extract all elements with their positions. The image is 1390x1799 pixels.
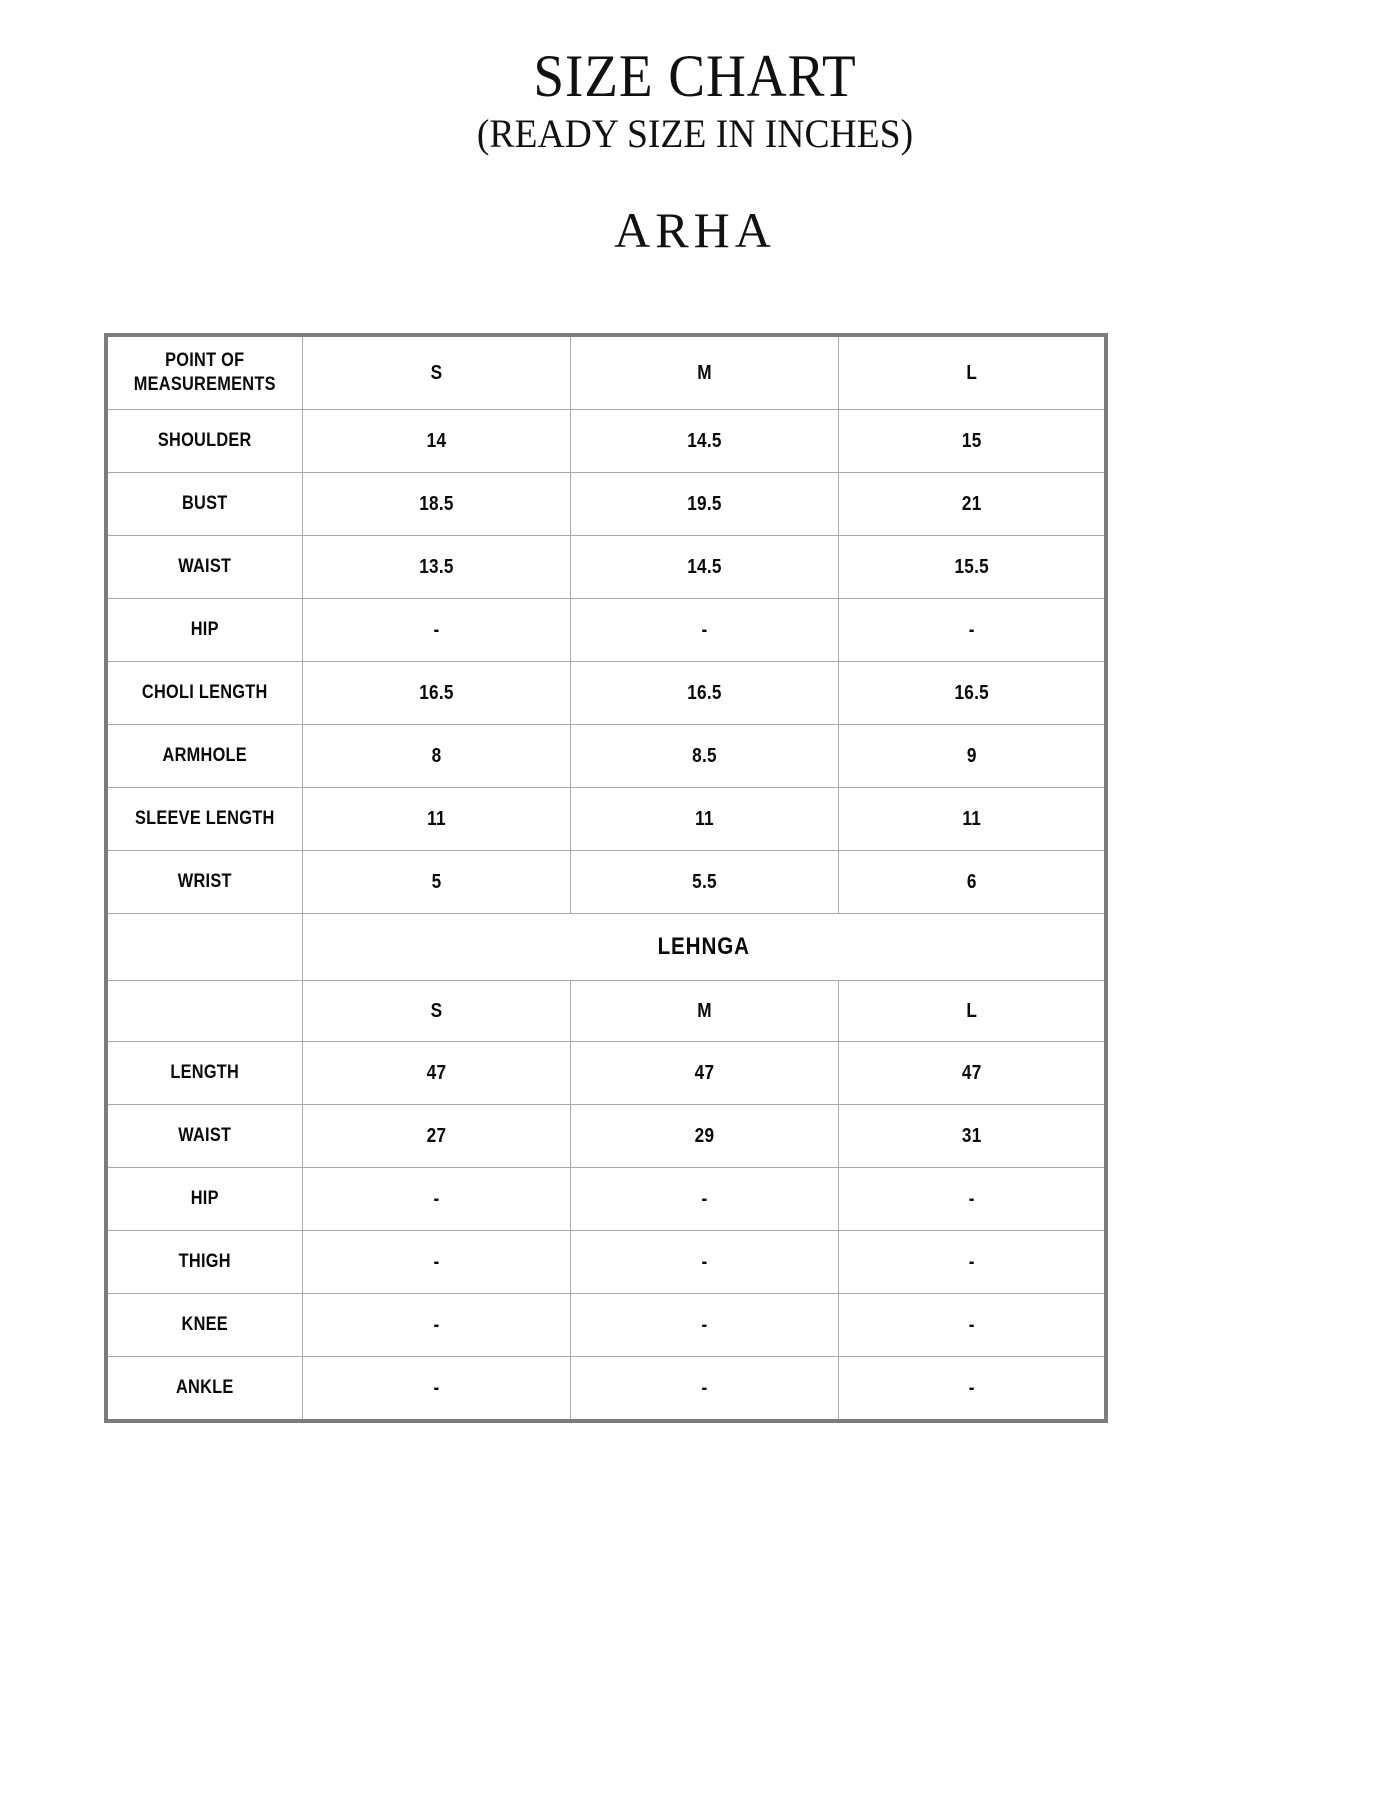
cell-choli-2-1 [570,536,838,599]
cell-lehnga-5-1-text: - [701,1376,707,1399]
lehnga-section-title [302,914,1106,981]
cell-lehnga-3-0 [302,1231,570,1294]
cell-choli-7-2 [838,851,1106,914]
cell-lehnga-4-2-text: - [968,1313,975,1336]
cell-choli-2-0-text: 13.5 [418,555,454,578]
cell-choli-3-1-text: - [701,618,707,641]
cell-choli-4-0-text: 16.5 [418,681,454,704]
cell-choli-0-0-text: 14 [426,429,446,452]
row-label-choli-3-text: HIP [190,619,219,640]
lehnga-header-blank-label [106,981,302,1042]
cell-choli-2-1-text: 14.5 [686,555,722,578]
heading-block [0,0,1390,258]
cell-lehnga-3-2 [838,1231,1106,1294]
size-chart-table [104,333,1108,1423]
cell-lehnga-0-2 [838,1042,1106,1105]
table-row [106,536,1106,599]
cell-lehnga-4-0 [302,1294,570,1357]
header-size-2 [838,335,1106,410]
row-label-choli-2-text: WAIST [178,556,232,577]
cell-choli-4-1 [570,662,838,725]
lehnga-header-size-2 [838,981,1106,1042]
cell-choli-1-1-text: 19.5 [686,492,722,515]
row-label-lehnga-3-text: THIGH [178,1251,231,1272]
row-label-choli-4 [106,662,302,725]
row-label-lehnga-3 [106,1231,302,1294]
cell-choli-1-0-text: 18.5 [418,492,454,515]
brand-name: ARHA [614,201,776,258]
cell-lehnga-1-2 [838,1105,1106,1168]
page-title: SIZE CHART [533,43,857,109]
row-label-lehnga-2-text: HIP [190,1188,219,1209]
cell-lehnga-4-0-text: - [433,1313,439,1336]
cell-choli-0-1 [570,410,838,473]
cell-lehnga-2-2-text: - [968,1187,975,1210]
table-row [106,725,1106,788]
cell-lehnga-2-0-text: - [433,1187,439,1210]
cell-choli-5-0 [302,725,570,788]
lehnga-header-size-1 [570,981,838,1042]
row-label-choli-2 [106,536,302,599]
table-row [106,1294,1106,1357]
cell-choli-2-2-text: 15.5 [953,555,989,578]
cell-choli-7-1-text: 5.5 [691,870,717,893]
cell-lehnga-0-1-text: 47 [694,1061,714,1084]
cell-choli-4-1-text: 16.5 [686,681,722,704]
cell-lehnga-3-2-text: - [968,1250,975,1273]
cell-lehnga-5-0 [302,1357,570,1422]
header-size-2-text: L [965,361,977,384]
cell-lehnga-1-1 [570,1105,838,1168]
cell-choli-6-1 [570,788,838,851]
row-label-choli-1 [106,473,302,536]
lehnga-section-blank-label [106,914,302,981]
row-label-lehnga-5 [106,1357,302,1422]
cell-lehnga-5-1 [570,1357,838,1422]
row-label-choli-6-text: SLEEVE LENGTH [134,808,275,829]
lehnga-section-title-text: LEHNGA [657,933,750,960]
row-label-lehnga-1 [106,1105,302,1168]
cell-choli-2-0 [302,536,570,599]
table-row [106,1168,1106,1231]
cell-choli-6-0-text: 11 [426,807,446,830]
row-label-choli-7 [106,851,302,914]
cell-choli-1-2 [838,473,1106,536]
cell-lehnga-1-2-text: 31 [961,1124,982,1147]
cell-choli-3-2 [838,599,1106,662]
row-label-lehnga-1-text: WAIST [178,1125,232,1146]
cell-choli-7-1 [570,851,838,914]
cell-choli-5-1 [570,725,838,788]
cell-lehnga-1-0-text: 27 [426,1124,446,1147]
cell-choli-3-0-text: - [433,618,439,641]
cell-lehnga-4-2 [838,1294,1106,1357]
cell-choli-0-1-text: 14.5 [686,429,722,452]
row-label-choli-1-text: BUST [181,493,228,514]
cell-choli-5-0-text: 8 [431,744,441,767]
size-chart-table-wrapper [104,333,1106,1423]
header-size-1-text: M [696,361,712,384]
lehnga-header-size-1-text: M [696,999,712,1022]
table-row [106,599,1106,662]
row-label-choli-0 [106,410,302,473]
cell-choli-0-2 [838,410,1106,473]
lehnga-section-row [106,914,1106,981]
row-label-choli-4-text: CHOLI LENGTH [141,682,268,703]
cell-choli-5-2-text: 9 [966,744,977,767]
table-row [106,1042,1106,1105]
cell-lehnga-2-1 [570,1168,838,1231]
lehnga-header-size-0 [302,981,570,1042]
cell-lehnga-0-0-text: 47 [426,1061,446,1084]
row-label-lehnga-2 [106,1168,302,1231]
cell-choli-6-0 [302,788,570,851]
cell-lehnga-0-2-text: 47 [961,1061,982,1084]
cell-choli-6-2-text: 11 [961,807,981,830]
table-row [106,662,1106,725]
header-point-of-measurements-text: POINT OF MEASUREMENTS [133,349,276,395]
row-label-lehnga-0-text: LENGTH [170,1062,240,1083]
row-label-lehnga-0 [106,1042,302,1105]
row-label-choli-5-text: ARMHOLE [162,745,247,766]
row-label-choli-5 [106,725,302,788]
cell-choli-1-0 [302,473,570,536]
lehnga-header-size-0-text: S [430,999,442,1022]
cell-lehnga-5-2 [838,1357,1106,1422]
cell-lehnga-3-1-text: - [701,1250,707,1273]
row-label-lehnga-4 [106,1294,302,1357]
page-subtitle: (READY SIZE IN INCHES) [476,111,914,156]
cell-choli-3-0 [302,599,570,662]
cell-lehnga-3-1 [570,1231,838,1294]
header-size-0-text: S [430,361,442,384]
cell-choli-2-2 [838,536,1106,599]
table-row [106,410,1106,473]
cell-choli-4-0 [302,662,570,725]
cell-choli-3-2-text: - [968,618,975,641]
cell-lehnga-5-0-text: - [433,1376,439,1399]
table-header-row [106,335,1106,410]
cell-choli-4-2-text: 16.5 [953,681,989,704]
cell-choli-3-1 [570,599,838,662]
cell-lehnga-1-1-text: 29 [694,1124,714,1147]
cell-lehnga-4-1-text: - [701,1313,707,1336]
header-size-0 [302,335,570,410]
cell-lehnga-2-0 [302,1168,570,1231]
header-point-of-measurements [106,335,302,410]
cell-choli-0-2-text: 15 [961,429,982,452]
cell-lehnga-3-0-text: - [433,1250,439,1273]
lehnga-header-size-2-text: L [965,999,977,1022]
cell-lehnga-4-1 [570,1294,838,1357]
table-row [106,851,1106,914]
cell-choli-0-0 [302,410,570,473]
table-row [106,788,1106,851]
cell-choli-7-0-text: 5 [431,870,441,893]
row-label-choli-0-text: SHOULDER [157,430,252,451]
table-row [106,1231,1106,1294]
row-label-choli-3 [106,599,302,662]
row-label-choli-6 [106,788,302,851]
cell-choli-7-2-text: 6 [966,870,977,893]
cell-lehnga-0-0 [302,1042,570,1105]
cell-choli-5-1-text: 8.5 [691,744,717,767]
cell-choli-1-2-text: 21 [961,492,982,515]
cell-choli-1-1 [570,473,838,536]
cell-choli-7-0 [302,851,570,914]
table-row [106,473,1106,536]
cell-choli-5-2 [838,725,1106,788]
cell-lehnga-2-1-text: - [701,1187,707,1210]
cell-lehnga-1-0 [302,1105,570,1168]
header-size-1 [570,335,838,410]
cell-lehnga-0-1 [570,1042,838,1105]
cell-choli-4-2 [838,662,1106,725]
cell-choli-6-1-text: 11 [694,807,714,830]
table-row [106,1357,1106,1422]
cell-lehnga-2-2 [838,1168,1106,1231]
row-label-lehnga-4-text: KNEE [181,1314,228,1335]
row-label-lehnga-5-text: ANKLE [175,1377,234,1398]
cell-choli-6-2 [838,788,1106,851]
lehnga-header-row [106,981,1106,1042]
row-label-choli-7-text: WRIST [177,871,232,892]
cell-lehnga-5-2-text: - [968,1376,975,1399]
table-row [106,1105,1106,1168]
